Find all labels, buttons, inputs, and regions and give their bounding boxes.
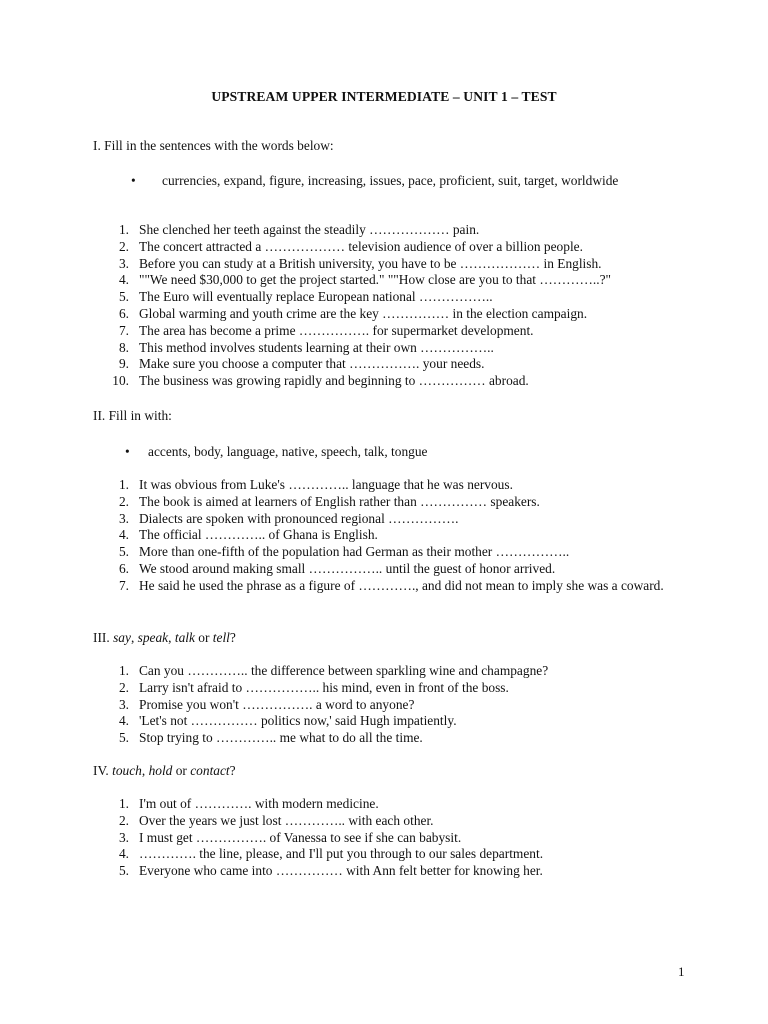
question-item: 5. The Euro will eventually replace European national …………….. <box>118 289 493 305</box>
page-number: 1 <box>678 964 685 979</box>
question-item: 2. Over the years we just lost ………….. with each other. <box>118 812 434 828</box>
question-item: 2. The book is aimed at learners of English rather than …………… speakers. <box>118 493 540 509</box>
section-2-words: accents, body, language, native, speech, talk, tongue <box>148 444 428 459</box>
question-item: 8. This method involves students learning at their own …………….. <box>118 339 494 355</box>
question-item: 6. Global warming and youth crime are the key …………… in the election campaign. <box>118 305 588 321</box>
question-item: 4. 'Let's not …………… politics now,' said Hugh impatiently. <box>118 713 457 729</box>
page-title: UPSTREAM UPPER INTERMEDIATE – UNIT 1 – TEST <box>211 89 557 104</box>
section-2-word-bank <box>125 444 428 461</box>
question-item: 3. I must get ……………. of Vanessa to see if she can babysit. <box>118 829 462 845</box>
section-1-word-bank <box>131 173 631 190</box>
question-item: 4. The official ………….. of Ghana is English. <box>118 527 378 543</box>
bullet-icon: • <box>131 173 136 188</box>
section-1-question-list <box>93 222 611 390</box>
question-item: 5. More than one-fifth of the population had German as their mother …………….. <box>118 544 570 560</box>
question-item: 5. Stop trying to ………….. me what to do all the time. <box>118 730 423 746</box>
question-item: 2. The concert attracted a ……………… television audience of over a billion people. <box>118 238 583 254</box>
section-2-heading: II. Fill in with: <box>93 408 172 423</box>
question-item: 1. I'm out of …………. with modern medicine. <box>118 796 379 811</box>
question-item: 2. Larry isn't afraid to …………….. his mind, even in front of the boss. <box>118 679 509 695</box>
bullet-icon: • <box>125 444 130 459</box>
question-item: 4. …………. the line, please, and I'll put you through to our sales department. <box>118 846 544 862</box>
question-item: 1. She clenched her teeth against the steadily ……………… pain. <box>118 222 480 237</box>
question-item: 6. We stood around making small …………….. until the guest of honor arrived. <box>118 560 556 576</box>
question-item: 5. Everyone who came into …………… with Ann felt better for knowing her. <box>118 863 543 879</box>
question-item: 1. It was obvious from Luke's ………….. language that he was nervous. <box>118 477 513 492</box>
question-item: 3. Promise you won't ……………. a word to anyone? <box>118 696 415 712</box>
question-item: 7. The area has become a prime ……………. for supermarket development. <box>118 322 534 338</box>
question-item: 4. ""We need $30,000 to get the project started." ""How close are you to that …………..?" <box>118 272 611 288</box>
question-item: 1. Can you ………….. the difference between sparkling wine and champagne? <box>118 663 549 678</box>
section-3-heading: III. say, speak, talk or tell? <box>93 630 236 645</box>
section-4-heading: IV. touch, hold or contact? <box>93 763 236 778</box>
question-item: 3. Dialects are spoken with pronounced regional ……………. <box>118 510 459 526</box>
section-3-question-list <box>93 663 548 747</box>
question-item: 7. He said he used the phrase as a figure of …………., and did not mean to imply she was a coward. <box>118 577 664 593</box>
section-1-heading: I. Fill in the sentences with the words below: <box>93 138 334 153</box>
question-item: 3. Before you can study at a British university, you have to be ……………… in English. <box>118 255 602 271</box>
section-1-words: currencies, expand, figure, increasing, issues, pace, proficient, suit, target, worldwide <box>162 173 619 188</box>
section-2-question-list <box>93 477 693 595</box>
question-item: 9. Make sure you choose a computer that ……………. your needs. <box>118 356 485 372</box>
question-item: 10. The business was growing rapidly and beginning to …………… abroad. <box>112 373 529 389</box>
section-4-question-list <box>93 796 543 880</box>
